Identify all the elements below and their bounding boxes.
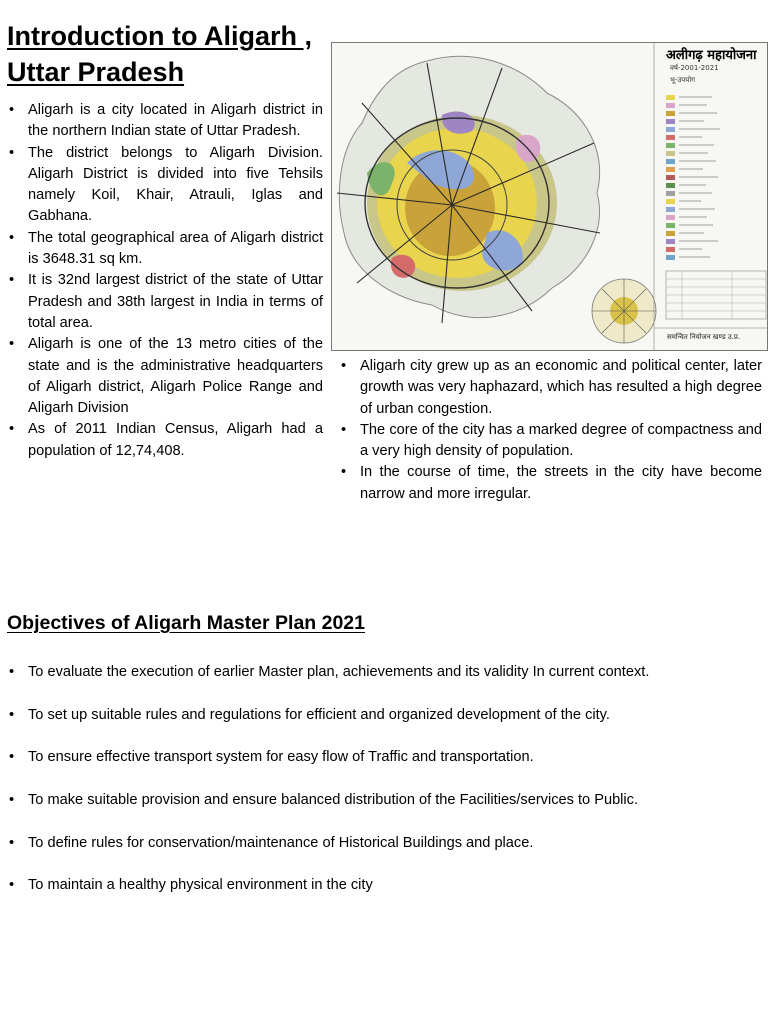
map-illustration: [332, 43, 768, 351]
growth-bullet: • In the course of time, the streets in the city have become narrow and more irregular.: [339, 462, 762, 505]
map-legend-title: भू-उपयोग: [670, 76, 696, 84]
objective-item: • To set up suitable rules and regulations for efficient and organized development of the city.: [7, 705, 762, 725]
objective-item: • To define rules for conservation/maintenance of Historical Buildings and place.: [7, 833, 762, 853]
intro-bullet: • As of 2011 Indian Census, Aligarh had a population of 12,74,408.: [7, 419, 323, 462]
intro-bullet: • The total geographical area of Aligarh district is 3648.31 sq km.: [7, 228, 323, 271]
objectives-title: Objectives of Aligarh Master Plan 2021: [7, 612, 365, 634]
map-heading: अलीगढ़ महायोजना: [666, 48, 757, 63]
growth-bullet-list: [339, 356, 762, 505]
objective-item: • To maintain a healthy physical environment in the city: [7, 875, 762, 895]
objective-item: • To evaluate the execution of earlier Master plan, achievements and its validity In current context.: [7, 662, 762, 682]
legend-text-lines: [679, 97, 720, 257]
legend-swatches: [666, 95, 675, 260]
map-subheading: वर्ष-2001-2021: [670, 64, 719, 72]
intro-bullet: • The district belongs to Aligarh Division. Aligarh District is divided into five Tehsils namely Koil, Khair, Atrauli, Iglas and Gabhana.: [7, 143, 323, 228]
intro-bullet: • Aligarh is a city located in Aligarh district in the northern Indian state of Uttar Pradesh.: [7, 100, 323, 143]
intro-bullet-list: [7, 100, 323, 462]
master-plan-map: [331, 42, 768, 351]
growth-bullet: • Aligarh city grew up as an economic and political center, later growth was very haphazard, which has resulted a high degree of urban congestion.: [339, 356, 762, 420]
objectives-list: [7, 662, 762, 918]
intro-bullet: • Aligarh is one of the 13 metro cities of the state and is the administrative headquarters of Aligarh district, Aligarh Police Range and Aligarh Division: [7, 334, 323, 419]
growth-bullet: • The core of the city has a marked degree of compactness and a very high density of population.: [339, 420, 762, 463]
objective-item: • To ensure effective transport system for easy flow of Traffic and transportation.: [7, 747, 762, 767]
map-footer: समन्वित नियोजन खण्ड उ.प्र.: [667, 333, 741, 341]
page-title: Introduction to Aligarh , Uttar Pradesh: [7, 21, 312, 87]
objective-item: • To make suitable provision and ensure balanced distribution of the Facilities/services to Public.: [7, 790, 762, 810]
intro-bullet: • It is 32nd largest district of the state of Uttar Pradesh and 38th largest in India in terms of total area.: [7, 270, 323, 334]
